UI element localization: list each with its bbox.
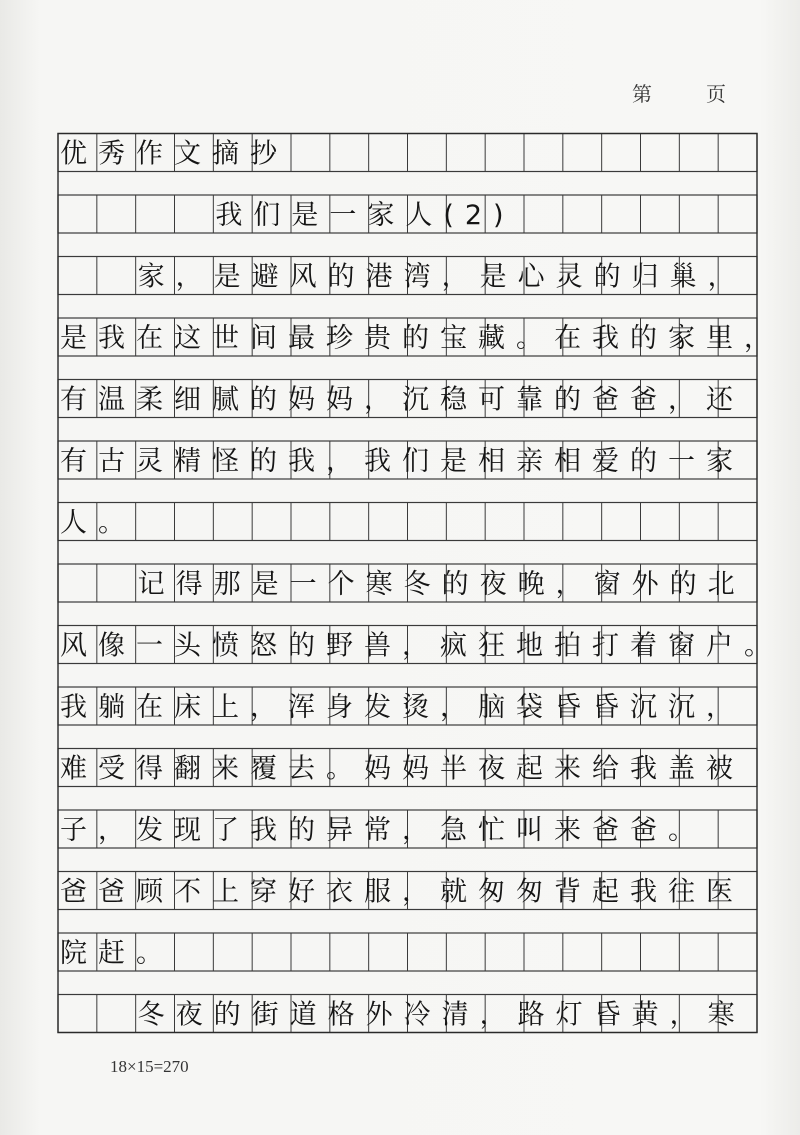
essay-line: 优秀作文摘抄 [60, 138, 288, 170]
essay-line: 人。 [60, 507, 136, 539]
essay-line: 是我在这世间最珍贵的宝藏。在我的家里， [60, 323, 782, 354]
essay-line: 院赶。 [60, 938, 174, 969]
page-label-ye: 页 [706, 82, 728, 106]
essay-line: 难受得翻来覆去。妈妈半夜起来给我盖被 [60, 753, 744, 785]
grid-count-label: 18×15=270 [110, 1057, 189, 1076]
essay-line: 记得那是一个寒冬的夜晚，窗外的北 [137, 569, 746, 600]
essay-line: 我们是一家人(2) [215, 200, 515, 231]
essay-line: 风像一头愤怒的野兽，疯狂地拍打着窗户。 [60, 630, 782, 662]
essay-line: 爸爸顾不上穿好衣服，就匆匆背起我往医 [60, 876, 744, 908]
essay-line: 子，发现了我的异常，急忙叫来爸爸。 [60, 815, 706, 846]
page-label-di: 第 [632, 82, 654, 106]
essay-line: 我躺在床上，浑身发烫，脑袋昏昏沉沉， [60, 692, 744, 723]
essay-line: 有古灵精怪的我，我们是相亲相爱的一家 [60, 446, 744, 477]
grid-row [58, 503, 757, 541]
essay-line: 有温柔细腻的妈妈，沉稳可靠的爸爸，还 [60, 384, 744, 416]
essay-line: 冬夜的街道格外冷清，路灯昏黄，寒 [137, 999, 746, 1031]
essay-line: 家，是避风的港湾，是心灵的归巢， [137, 261, 746, 293]
grid-characters [60, 139, 782, 1031]
